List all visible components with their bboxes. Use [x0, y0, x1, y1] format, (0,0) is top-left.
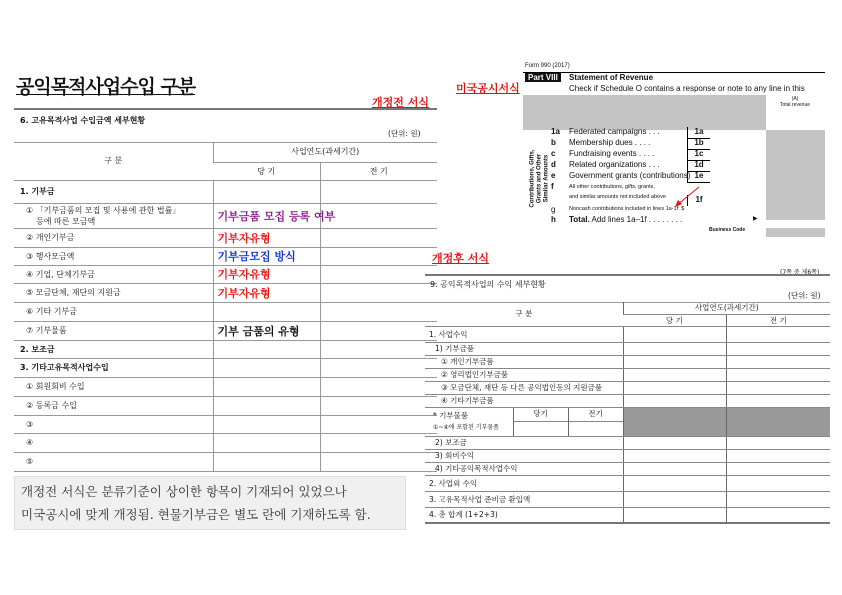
form-number: Form 990 (2017) [525, 63, 570, 69]
callout-line: 미국공시에 맞게 개정됨. 현물기부금은 별도 란에 기재하도록 함. [21, 507, 371, 522]
line-h-total: Total. [569, 215, 590, 224]
row-prev [726, 342, 830, 355]
table-row [14, 283, 437, 302]
row-label: 1. 사업수익 [425, 326, 623, 342]
callout-line: 개정전 서식은 분류기준이 상이한 항목이 기재되어 있었으나 [21, 484, 347, 499]
row-cur [623, 449, 726, 462]
row-cur [623, 394, 726, 407]
row-annotation: 기부자유형 [213, 265, 320, 283]
row-prev [320, 321, 437, 340]
row-annotation [213, 396, 320, 415]
table-row [14, 302, 437, 321]
row-annotation [213, 302, 320, 321]
row-cur [623, 462, 726, 475]
row-prev [320, 340, 437, 358]
row-label: ① 회원회비 수입 [14, 377, 213, 396]
before-table [14, 142, 437, 472]
row-prev [320, 180, 437, 203]
table-row [14, 377, 437, 396]
col-header: 구 분 [14, 142, 213, 180]
table-row [425, 491, 830, 507]
row-annotation [213, 452, 320, 471]
after-unit: (단위: 원) [788, 291, 821, 300]
row-annotation [213, 358, 320, 377]
goods-row [425, 407, 830, 436]
after-form-label: 개정후 서식 [432, 252, 489, 265]
row-prev [320, 396, 437, 415]
row-prev [726, 381, 830, 394]
row-prev [320, 247, 437, 265]
table-row [14, 396, 437, 415]
row-label: ② 영리법인기부금품 [425, 368, 623, 381]
goods-cur: 당기 [513, 407, 568, 436]
table-row [425, 394, 830, 407]
row-cur [623, 507, 726, 523]
row-cur [623, 436, 726, 449]
table-row [14, 321, 437, 340]
row-label: ⑦ 기부물품 [14, 321, 213, 340]
row-prev [320, 203, 437, 228]
after-table [425, 302, 830, 524]
row-label: ① 개인기부금품 [425, 355, 623, 368]
row-label: 4) 기타공익목적사업수익 [425, 462, 623, 475]
row-cur [623, 355, 726, 368]
row-label: 2) 보조금 [425, 436, 623, 449]
table-row [425, 436, 830, 449]
table-row [14, 203, 437, 228]
table-row [425, 462, 830, 475]
row-label: ③ [14, 415, 213, 433]
row-annotation: 기부금품 모집 등록 여부 [213, 203, 320, 228]
goods-label: * 기부물품 ①~④에 포함된 기부물품 [425, 407, 513, 436]
row-prev [320, 433, 437, 452]
part-badge: Part VIII [525, 73, 561, 82]
row-annotation: 기부금모집 방식 [213, 247, 320, 265]
before-form-label: 개정전 서식 [372, 96, 429, 109]
business-code: Business Code [709, 227, 746, 233]
before-section-title: 6. 고유목적사업 수입금액 세부현황 [20, 116, 146, 125]
row-annotation: 기부자유형 [213, 283, 320, 302]
red-arrow-icon [673, 185, 703, 210]
row-prev [320, 283, 437, 302]
row-prev [320, 377, 437, 396]
col-header: 구 분 [425, 302, 623, 326]
col-a-label: Total revenue [779, 102, 811, 108]
row-annotation [213, 433, 320, 452]
prev-header: 전 기 [320, 162, 437, 180]
row-prev [726, 355, 830, 368]
row-cur [623, 368, 726, 381]
arrow-icon: ▶ [753, 216, 758, 222]
row-label: 3) 회비수익 [425, 449, 623, 462]
row-label: ② 개인기부금 [14, 228, 213, 247]
row-prev [320, 302, 437, 321]
cur-header: 당 기 [213, 162, 320, 180]
schedule-o-check: Check if Schedule O contains a response or note to any line in this [569, 84, 805, 93]
row-label: 3. 고유목적사업 준비금 환입액 [425, 491, 623, 507]
before-unit: (단위: 원) [388, 129, 421, 138]
row-cur [623, 381, 726, 394]
table-row [14, 415, 437, 433]
cur-header: 당 기 [623, 314, 726, 326]
table-row [14, 433, 437, 452]
line-g: Noncash contributions included in lines 1a-1f: $ [569, 206, 685, 212]
row-annotation: 기부 금품의 유형 [213, 321, 320, 340]
row-prev [726, 326, 830, 342]
row-prev [726, 475, 830, 491]
period-header: 사업연도(과세기간) [623, 302, 830, 314]
row-annotation [213, 180, 320, 203]
side-label: Contributions, Gifts, Grants and Other Similar Amounts [529, 149, 550, 208]
row-prev [726, 394, 830, 407]
row-label: ④ 기타기부금품 [425, 394, 623, 407]
table-row [425, 381, 830, 394]
table-row [425, 475, 830, 491]
row-annotation [213, 340, 320, 358]
table-row [425, 507, 830, 523]
row-prev [726, 368, 830, 381]
callout-note [14, 476, 406, 530]
table-row [425, 326, 830, 342]
row-prev [726, 491, 830, 507]
table-row [14, 340, 437, 358]
table-row [14, 228, 437, 247]
row-label: 4. 총 합계 (1+2+3) [425, 507, 623, 523]
row-label: 1. 기부금 [14, 180, 213, 203]
period-header: 사업연도(과세기간) [213, 142, 437, 162]
row-prev [320, 265, 437, 283]
row-label: ⑤ 모금단체, 재단의 지원금 [14, 283, 213, 302]
form-990-excerpt: Form 990 (2017) Part VIII Statement of Revenue Check if Schedule O contains a response or note to any line in this (A) Total revenue Contributions, Gifts, Grants and Other Similar Amounts 1a Federated campaigns . . . 1a b Membership dues . . . . 1b c Fundraising events . . . . 1c d Related organizations . . . 1d e Government grants (contributions) 1e f All other contributions, gifts, grants, and similar amounts not included above 1f g Noncash contributions included in lines 1a-1f: $ h Total. Add lines 1a–1f . . . . . . . . ▶ Business Code [523, 63, 825, 237]
row-prev [726, 507, 830, 523]
row-label: 2. 보조금 [14, 340, 213, 358]
row-label: ④ [14, 433, 213, 452]
row-cur [623, 491, 726, 507]
table-row [14, 452, 437, 471]
row-prev [726, 449, 830, 462]
page-indicator: (7쪽 중 제6쪽) [780, 269, 820, 276]
row-label: 3. 기타고유목적사업수입 [14, 358, 213, 377]
table-row [425, 368, 830, 381]
goods-prev: 전기 [568, 407, 623, 436]
row-prev [320, 228, 437, 247]
table-row [14, 247, 437, 265]
us-form-label: 미국공시서식 [456, 82, 520, 95]
row-label: ② 등록금 수입 [14, 396, 213, 415]
row-annotation [213, 415, 320, 433]
row-label: ⑤ [14, 452, 213, 471]
after-section-title: 9. 공익목적사업의 수익 세부현황 [430, 280, 546, 289]
table-row [425, 342, 830, 355]
row-label: ① 「기부금품의 모집 및 사용에 관한 법률」 등에 따른 모금액 [14, 203, 213, 228]
table-row [425, 355, 830, 368]
row-prev [320, 415, 437, 433]
row-prev [320, 358, 437, 377]
row-cur [623, 326, 726, 342]
line-h-text: Add lines 1a–1f . . . . . . . . [589, 215, 683, 224]
part-heading: Statement of Revenue [569, 73, 654, 82]
page-title: 공익목적사업수입 구분 [16, 76, 196, 98]
row-prev [726, 462, 830, 475]
row-cur [623, 475, 726, 491]
table-row [14, 358, 437, 377]
row-cur [623, 342, 726, 355]
row-label: ③ 행사모금액 [14, 247, 213, 265]
row-label: 2. 사업외 수익 [425, 475, 623, 491]
row-prev [320, 452, 437, 471]
row-annotation [213, 377, 320, 396]
table-row [14, 265, 437, 283]
row-prev [726, 436, 830, 449]
row-label: 1) 기부금품 [425, 342, 623, 355]
table-row [14, 180, 437, 203]
col-a: (A) [791, 96, 799, 102]
row-label: ③ 모금단체, 재단 등 다른 공익법인등의 지원금품 [425, 381, 623, 394]
row-label: ④ 기업, 단체기부금 [14, 265, 213, 283]
row-annotation: 기부자유형 [213, 228, 320, 247]
row-label: ⑥ 기타 기부금 [14, 302, 213, 321]
table-row [425, 449, 830, 462]
prev-header: 전 기 [726, 314, 830, 326]
